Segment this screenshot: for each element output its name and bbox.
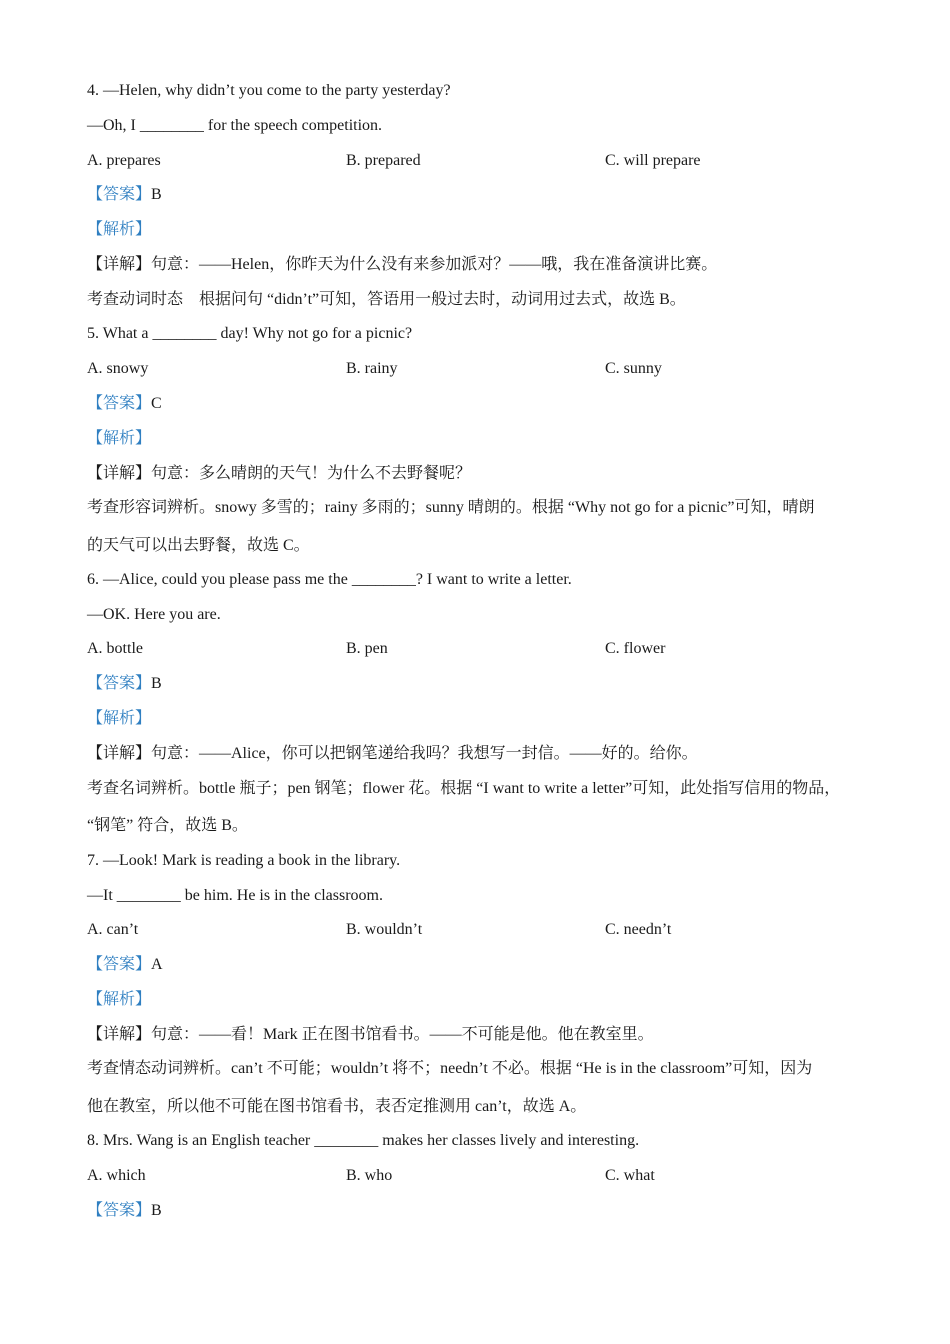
question-6-answer bbox=[87, 674, 162, 694]
question-7-detail-line-3: 他在教室，所以他不可能在图书馆看书，表否定推测用 can’t，故选 A。 bbox=[87, 1098, 587, 1115]
question-5-detail-line-1: 【详解】句意：多么晴朗的天气！为什么不去野餐呢？ bbox=[87, 465, 472, 482]
question-4-detail-line-2: 考查动词时态 根据问句 “didn’t”可知，答语用一般过去时，动词用过去式，故选 B。 bbox=[87, 291, 686, 308]
question-8-option-b: B. who bbox=[346, 1167, 393, 1184]
question-6-answer-value: B bbox=[151, 675, 162, 692]
question-4-analysis-tag: 【解析】 bbox=[87, 221, 152, 238]
answer-tag: 【答案】 bbox=[87, 956, 152, 973]
question-5-stem-line-1: 5. What a ________ day! Why not go for a picnic? bbox=[87, 325, 413, 342]
question-6-option-a: A. bottle bbox=[87, 640, 143, 657]
question-6-detail-line-2: 考查名词辨析。bottle 瓶子；pen 钢笔；flower 花。根据 “I want to write a letter”可知，此处指写信用的物品， bbox=[87, 780, 841, 797]
answer-tag: 【答案】 bbox=[87, 1202, 152, 1219]
question-6-stem-line-1: 6. —Alice, could you please pass me the ________? I want to write a letter. bbox=[87, 571, 572, 588]
question-6-detail-line-1: 【详解】句意：——Alice，你可以把钢笔递给我吗？我想写一封信。——好的。给你。 bbox=[87, 745, 698, 762]
question-6-stem-line-2: —OK. Here you are. bbox=[87, 606, 221, 623]
question-8-option-a: A. which bbox=[87, 1167, 146, 1184]
question-5-option-c: C. sunny bbox=[605, 360, 662, 377]
question-7-analysis-tag: 【解析】 bbox=[87, 991, 152, 1008]
question-8-answer-value: B bbox=[151, 1202, 162, 1219]
question-4-answer bbox=[87, 185, 162, 205]
question-7-option-c: C. needn’t bbox=[605, 921, 672, 938]
question-7-detail-line-2: 考查情态动词辨析。can’t 不可能；wouldn’t 将不；needn’t 不必。根据 “He is in the classroom”可知，因为 bbox=[87, 1060, 813, 1077]
question-6-option-c: C. flower bbox=[605, 640, 666, 657]
question-6-detail-line-3: “钢笔” 符合，故选 B。 bbox=[87, 817, 248, 834]
question-4-option-c: C. will prepare bbox=[605, 152, 701, 169]
question-5-option-a: A. snowy bbox=[87, 360, 149, 377]
question-7-answer-value: A bbox=[151, 956, 163, 973]
question-7-option-a: A. can’t bbox=[87, 921, 139, 938]
question-4-option-a: A. prepares bbox=[87, 152, 161, 169]
answer-tag: 【答案】 bbox=[87, 675, 152, 692]
question-8-answer bbox=[87, 1201, 162, 1221]
question-5-detail-line-3: 的天气可以出去野餐，故选 C。 bbox=[87, 537, 310, 554]
question-6-option-b: B. pen bbox=[346, 640, 388, 657]
question-4-answer-value: B bbox=[151, 186, 162, 203]
question-4-detail-line-1: 【详解】句意：——Helen，你昨天为什么没有来参加派对？——哦，我在准备演讲比赛。 bbox=[87, 256, 718, 273]
question-7-detail-line-1: 【详解】句意：——看！Mark 正在图书馆看书。——不可能是他。他在教室里。 bbox=[87, 1026, 654, 1043]
question-5-answer-value: C bbox=[151, 395, 162, 412]
question-6-analysis-tag: 【解析】 bbox=[87, 710, 152, 727]
question-7-answer bbox=[87, 955, 163, 975]
answer-tag: 【答案】 bbox=[87, 395, 152, 412]
question-4-stem-line-1: 4. —Helen, why didn’t you come to the party yesterday? bbox=[87, 82, 451, 99]
question-8-stem-line-1: 8. Mrs. Wang is an English teacher ________ makes her classes lively and interesting. bbox=[87, 1132, 640, 1149]
question-7-stem-line-1: 7. —Look! Mark is reading a book in the library. bbox=[87, 852, 401, 869]
question-4-option-b: B. prepared bbox=[346, 152, 421, 169]
question-7-stem-line-2: —It ________ be him. He is in the classroom. bbox=[87, 887, 383, 904]
question-5-option-b: B. rainy bbox=[346, 360, 398, 377]
answer-tag: 【答案】 bbox=[87, 186, 152, 203]
question-4-stem-line-2: —Oh, I ________ for the speech competition. bbox=[87, 117, 383, 134]
question-5-answer bbox=[87, 394, 162, 414]
question-7-option-b: B. wouldn’t bbox=[346, 921, 423, 938]
question-8-option-c: C. what bbox=[605, 1167, 655, 1184]
question-5-analysis-tag: 【解析】 bbox=[87, 430, 152, 447]
question-5-detail-line-2: 考查形容词辨析。snowy 多雪的；rainy 多雨的；sunny 晴朗的。根据 “Why not go for a picnic”可知，晴朗 bbox=[87, 499, 815, 516]
